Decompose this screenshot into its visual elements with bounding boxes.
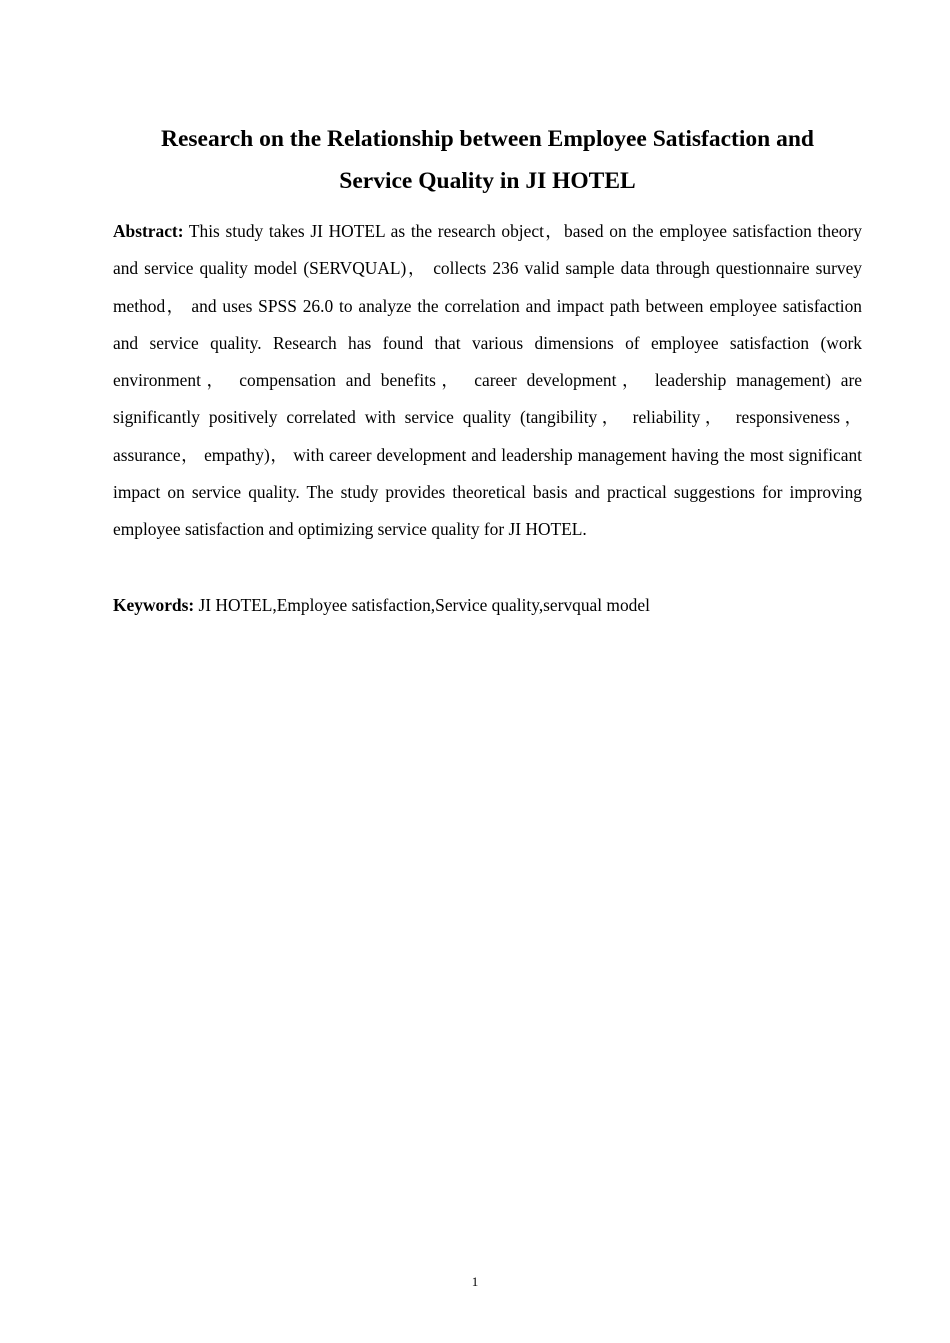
- abstract-label: Abstract:: [113, 221, 184, 241]
- page-number: 1: [471, 1274, 479, 1289]
- paper-title: [113, 118, 862, 202]
- keywords-text: JI HOTEL,Employee satisfaction,Service quality,servqual model: [198, 595, 650, 615]
- abstract-text: This study takes JI HOTEL as the research object，based on the employee satisfaction theory and service quality model (SERVQUAL)， collects 236 valid sample data through questionnaire survey method， and uses SPSS 26.0 to analyze the correlation and impact path between employee satisfaction and service quality. Research has found that various dimensions of employee satisfaction (work environment， compensation and benefits， career development， leadership management) are significantly positively correlated with service quality (tangibility， reliability， responsiveness， assurance， empathy)， with career development and leadership management having the most significant impact on service quality. The study provides theoretical basis and practical suggestions for improving employee satisfaction and optimizing service quality for JI HOTEL.: [113, 221, 862, 540]
- paper-title-line-1: Research on the Relationship between Employee Satisfaction and: [161, 126, 814, 152]
- paper-title-line-2: Service Quality in JI HOTEL: [339, 168, 636, 194]
- abstract-paragraph: [113, 213, 862, 549]
- keywords-paragraph: [113, 587, 862, 624]
- keywords-label: Keywords:: [113, 595, 195, 615]
